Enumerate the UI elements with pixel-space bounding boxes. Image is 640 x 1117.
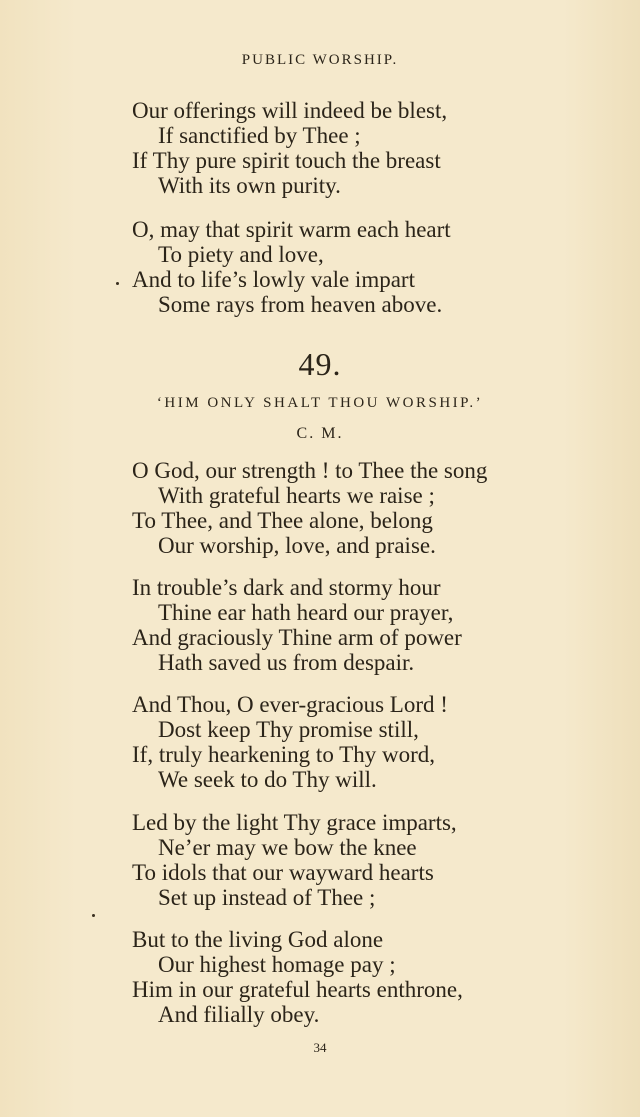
stanza-continued-1 bbox=[132, 98, 447, 198]
verse-line: Our offerings will indeed be blest, bbox=[132, 98, 448, 123]
verse-line: Him in our grateful hearts enthrone, bbox=[132, 977, 463, 1002]
verse-line: Our highest homage pay ; bbox=[158, 952, 396, 977]
verse-line: Led by the light Thy grace imparts, bbox=[132, 810, 457, 835]
verse-line: But to the living God alone bbox=[132, 927, 384, 952]
stanza-3 bbox=[132, 692, 448, 792]
stanza-5 bbox=[132, 927, 463, 1027]
verse-line: And graciously Thine arm of power bbox=[132, 625, 462, 650]
stanza-4 bbox=[132, 810, 457, 910]
verse-line: If, truly hearkening to Thy word, bbox=[132, 742, 435, 767]
verse-line: To idols that our wayward hearts bbox=[132, 860, 434, 885]
hymn-number: 49. bbox=[298, 346, 342, 382]
verse-line: Thine ear hath heard our prayer, bbox=[158, 600, 454, 625]
page-number: 34 bbox=[313, 1040, 327, 1055]
verse-line: O, may that spirit warm each heart bbox=[132, 217, 451, 242]
ink-speck bbox=[116, 282, 119, 285]
verse-line: With its own purity. bbox=[158, 173, 341, 198]
verse-line: To Thee, and Thee alone, belong bbox=[132, 508, 433, 533]
stanza-1 bbox=[132, 458, 487, 558]
verse-line: And Thou, O ever-gracious Lord ! bbox=[132, 692, 448, 717]
verse-line: Ne’er may we bow the knee bbox=[158, 835, 417, 860]
verse-line: O God, our strength ! to Thee the song bbox=[132, 458, 488, 483]
verse-line: To piety and love, bbox=[158, 242, 324, 267]
verse-line: Dost keep Thy promise still, bbox=[158, 717, 419, 742]
verse-line: With grateful hearts we raise ; bbox=[158, 483, 435, 508]
ink-speck bbox=[92, 914, 95, 917]
verse-line: Our worship, love, and praise. bbox=[158, 533, 436, 558]
verse-line: Set up instead of Thee ; bbox=[158, 885, 376, 910]
hymn-meter: C. M. bbox=[296, 425, 344, 442]
verse-line: Hath saved us from despair. bbox=[158, 650, 415, 675]
verse-line: Some rays from heaven above. bbox=[158, 292, 443, 317]
verse-line: In trouble’s dark and stormy hour bbox=[132, 575, 441, 600]
running-head: PUBLIC WORSHIP. bbox=[241, 52, 399, 68]
hymn-title: ‘HIM ONLY SHALT THOU WORSHIP.’ bbox=[156, 395, 484, 411]
verse-line: We seek to do Thy will. bbox=[158, 767, 377, 792]
verse-line: And to life’s lowly vale impart bbox=[132, 267, 415, 292]
stanza-2 bbox=[132, 575, 462, 675]
stanza-continued-2 bbox=[132, 217, 451, 317]
verse-line: If Thy pure spirit touch the breast bbox=[132, 148, 441, 173]
verse-line: And filially obey. bbox=[158, 1002, 320, 1027]
verse-line: If sanctified by Thee ; bbox=[158, 123, 361, 148]
